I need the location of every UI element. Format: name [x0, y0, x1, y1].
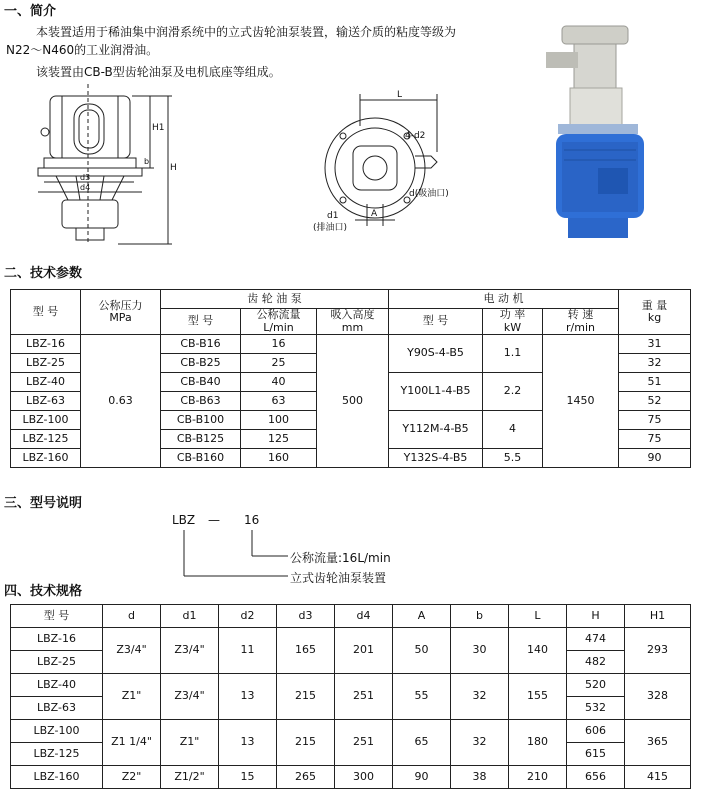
cell-b: 38	[451, 766, 509, 789]
label-d1: d1	[327, 211, 339, 221]
cell-suction: 500	[317, 335, 389, 468]
cell-A: 90	[393, 766, 451, 789]
cell-flow: 25	[241, 354, 317, 373]
cell-flow: 160	[241, 449, 317, 468]
label-d1-outlet: (排油口)	[313, 223, 348, 233]
table-row	[11, 628, 691, 651]
tech-params-heading: 二、技术参数	[4, 266, 83, 281]
cell-pump: CB-B16	[161, 335, 241, 354]
cell-H: 482	[567, 651, 625, 674]
cell-pressure: 0.63	[81, 335, 161, 468]
cell-motor-model: Y100L1-4-B5	[389, 373, 483, 411]
model-desc-lines	[170, 528, 300, 580]
cell-model: LBZ-125	[11, 743, 103, 766]
cell-H: 520	[567, 674, 625, 697]
th-d2: d2	[219, 605, 277, 628]
model-number: 16	[244, 513, 260, 527]
cell-pump: CB-B100	[161, 411, 241, 430]
cell-d4: 251	[335, 720, 393, 766]
th-d: d	[103, 605, 161, 628]
cell-A: 55	[393, 674, 451, 720]
cell-power: 5.5	[483, 449, 543, 468]
cell-H: 615	[567, 743, 625, 766]
cell-pump: CB-B160	[161, 449, 241, 468]
label-d-suction: d(吸油口)	[409, 189, 449, 199]
cell-model: LBZ-16	[11, 335, 81, 354]
cell-model: LBZ-16	[11, 628, 103, 651]
label-H1: H1	[152, 123, 165, 133]
cell-motor-model: Y132S-4-B5	[389, 449, 483, 468]
model-code: LBZ	[172, 513, 196, 527]
cell-model: LBZ-100	[11, 720, 103, 743]
cell-weight: 32	[619, 354, 691, 373]
th-pump-model: 型 号	[161, 309, 241, 335]
cell-weight: 75	[619, 411, 691, 430]
cell-power: 2.2	[483, 373, 543, 411]
cell-weight: 90	[619, 449, 691, 468]
th-A: A	[393, 605, 451, 628]
cell-d1: Z1"	[161, 720, 219, 766]
cell-H: 606	[567, 720, 625, 743]
th-H: H	[567, 605, 625, 628]
cell-H1: 328	[625, 674, 691, 720]
th-speed: 转 速 r/min	[543, 309, 619, 335]
cell-A: 50	[393, 628, 451, 674]
table-row	[11, 766, 691, 789]
cell-pump: CB-B25	[161, 354, 241, 373]
cell-d3: 265	[277, 766, 335, 789]
cell-L: 210	[509, 766, 567, 789]
cell-weight: 31	[619, 335, 691, 354]
cell-b: 32	[451, 674, 509, 720]
cell-d: Z2"	[103, 766, 161, 789]
cell-motor-model: Y112M-4-B5	[389, 411, 483, 449]
cell-model: LBZ-63	[11, 392, 81, 411]
cell-H: 656	[567, 766, 625, 789]
th-motor-model: 型 号	[389, 309, 483, 335]
cell-model: LBZ-125	[11, 430, 81, 449]
cell-power: 1.1	[483, 335, 543, 373]
model-type-label: 立式齿轮油泵装置	[290, 571, 387, 585]
cell-flow: 100	[241, 411, 317, 430]
label-b: b	[144, 157, 150, 166]
cell-weight: 75	[619, 430, 691, 449]
cell-d2: 13	[219, 720, 277, 766]
label-A: A	[371, 209, 378, 219]
cell-model: LBZ-40	[11, 674, 103, 697]
label-d3: d3	[80, 173, 91, 182]
cell-model: LBZ-25	[11, 651, 103, 674]
cell-d3: 215	[277, 720, 335, 766]
table-row	[11, 720, 691, 743]
cell-d3: 165	[277, 628, 335, 674]
cell-flow: 125	[241, 430, 317, 449]
th-power: 功 率 kW	[483, 309, 543, 335]
intro-para2: 该装置由CB-B型齿轮油泵及电机底座等组成。	[36, 65, 281, 79]
th-pressure: 公称压力 MPa	[81, 290, 161, 335]
th-d4: d4	[335, 605, 393, 628]
cell-flow: 63	[241, 392, 317, 411]
cell-L: 140	[509, 628, 567, 674]
intro-heading: 一、简介	[4, 4, 57, 19]
cell-A: 65	[393, 720, 451, 766]
front-view-drawing	[28, 84, 188, 254]
model-desc-heading: 三、型号说明	[4, 496, 83, 511]
th-weight: 重 量 kg	[619, 290, 691, 335]
cell-motor-model: Y90S-4-B5	[389, 335, 483, 373]
cell-H: 474	[567, 628, 625, 651]
intro-para1-line1: 本装置适用于稀油集中润滑系统中的立式齿轮油泵装置，输送介质的粘度等级为	[36, 25, 457, 39]
cell-d: Z3/4"	[103, 628, 161, 674]
label-H: H	[170, 163, 177, 173]
cell-d2: 15	[219, 766, 277, 789]
cell-flow: 40	[241, 373, 317, 392]
cell-b: 32	[451, 720, 509, 766]
th-model: 型 号	[11, 290, 81, 335]
th-motor-group: 电 动 机	[389, 290, 619, 309]
top-view-drawing	[305, 86, 465, 236]
th-H1: H1	[625, 605, 691, 628]
cell-d2: 13	[219, 674, 277, 720]
th-L: L	[509, 605, 567, 628]
cell-power: 4	[483, 411, 543, 449]
intro-para1-line2: N22～N460的工业润滑油。	[6, 43, 159, 57]
cell-H1: 293	[625, 628, 691, 674]
label-d4: d4	[80, 183, 91, 192]
cell-d4: 300	[335, 766, 393, 789]
cell-b: 30	[451, 628, 509, 674]
cell-d: Z1 1/4"	[103, 720, 161, 766]
model-dash: —	[208, 513, 220, 527]
table-row	[11, 674, 691, 697]
cell-H1: 415	[625, 766, 691, 789]
product-photo	[528, 18, 668, 254]
cell-model: LBZ-40	[11, 373, 81, 392]
th-flow: 公称流量 L/min	[241, 309, 317, 335]
table-row	[11, 335, 691, 354]
specs-table	[10, 604, 691, 789]
th-b: b	[451, 605, 509, 628]
cell-model: LBZ-160	[11, 766, 103, 789]
cell-H1: 365	[625, 720, 691, 766]
th-model: 型 号	[11, 605, 103, 628]
cell-model: LBZ-100	[11, 411, 81, 430]
th-suction: 吸入高度 mm	[317, 309, 389, 335]
cell-d1: Z3/4"	[161, 674, 219, 720]
cell-H: 532	[567, 697, 625, 720]
cell-d2: 11	[219, 628, 277, 674]
specs-heading: 四、技术规格	[4, 584, 83, 599]
cell-weight: 52	[619, 392, 691, 411]
th-pump-group: 齿 轮 油 泵	[161, 290, 389, 309]
cell-pump: CB-B125	[161, 430, 241, 449]
cell-d3: 215	[277, 674, 335, 720]
cell-d4: 201	[335, 628, 393, 674]
cell-d: Z1"	[103, 674, 161, 720]
cell-model: LBZ-63	[11, 697, 103, 720]
cell-model: LBZ-25	[11, 354, 81, 373]
cell-model: LBZ-160	[11, 449, 81, 468]
cell-d4: 251	[335, 674, 393, 720]
th-d1: d1	[161, 605, 219, 628]
model-flow-label: 公称流量:16L/min	[290, 551, 391, 565]
cell-L: 155	[509, 674, 567, 720]
cell-weight: 51	[619, 373, 691, 392]
tech-params-table	[10, 289, 691, 468]
cell-d1: Z3/4"	[161, 628, 219, 674]
cell-speed: 1450	[543, 335, 619, 468]
th-d3: d3	[277, 605, 335, 628]
label-L: L	[397, 90, 403, 100]
cell-pump: CB-B63	[161, 392, 241, 411]
label-4-d2: 4-d2	[405, 131, 426, 141]
cell-pump: CB-B40	[161, 373, 241, 392]
cell-L: 180	[509, 720, 567, 766]
cell-d1: Z1/2"	[161, 766, 219, 789]
cell-flow: 16	[241, 335, 317, 354]
